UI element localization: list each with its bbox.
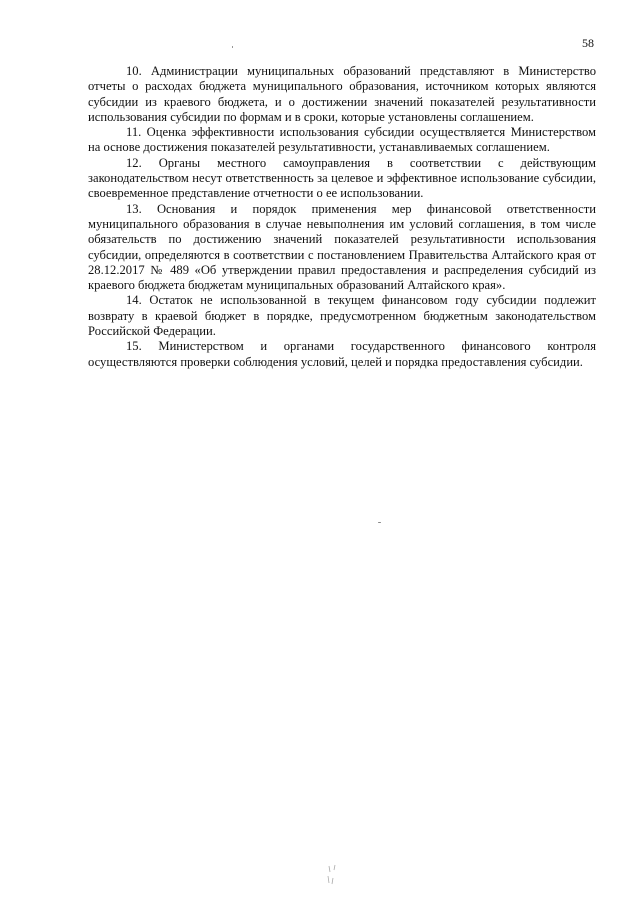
scan-artifact-mark: [326, 864, 340, 886]
paragraph-10: 10. Администрации муниципальных образований представляют в Министерство отчеты о расходах бюджета муниципального образования, источником которых являются субсидии из краевого бюджета, и о достижении значений показателей результативности использования субсидии по формам и в сроки, которые установлены соглашением.: [88, 64, 596, 124]
document-body: [88, 64, 596, 370]
paragraph-14: 14. Остаток не использованной в текущем финансовом году субсидии подлежит возврату в краевой бюджет в порядке, предусмотренном бюджетным законодательством Российской Федерации.: [88, 293, 596, 339]
paragraph-15: 15. Министерством и органами государственного финансового контроля осуществляются проверки соблюдения условий, целей и порядка предоставления субсидии.: [88, 339, 596, 369]
page-number: 58: [582, 36, 594, 50]
paragraph-12: 12. Органы местного самоуправления в соответствии с действующим законодательством несут ответственность за целевое и эффективное использование субсидии, своевременное представление отчетности о ее использовании.: [88, 155, 596, 201]
scan-artifact-dot: [378, 522, 381, 523]
scan-artifact-dot: [232, 46, 233, 48]
paragraph-13: 13. Основания и порядок применения мер финансовой ответственности муниципального образования в случае невыполнения им условий соглашения, в том числе обязательств по достижению значений показателей результативности использования субсидии, определяются в соответствии с постановлением Правительства Алтайского края от 28.12.2017 № 489 «Об утверждении правил предоставления и распределения субсидий из краевого бюджета бюджетам муниципальных образований Алтайского края».: [88, 201, 596, 293]
paragraph-11: 11. Оценка эффективности использования субсидии осуществляется Министерством на основе достижения показателей результативности, устанавливаемых соглашением.: [88, 125, 596, 155]
